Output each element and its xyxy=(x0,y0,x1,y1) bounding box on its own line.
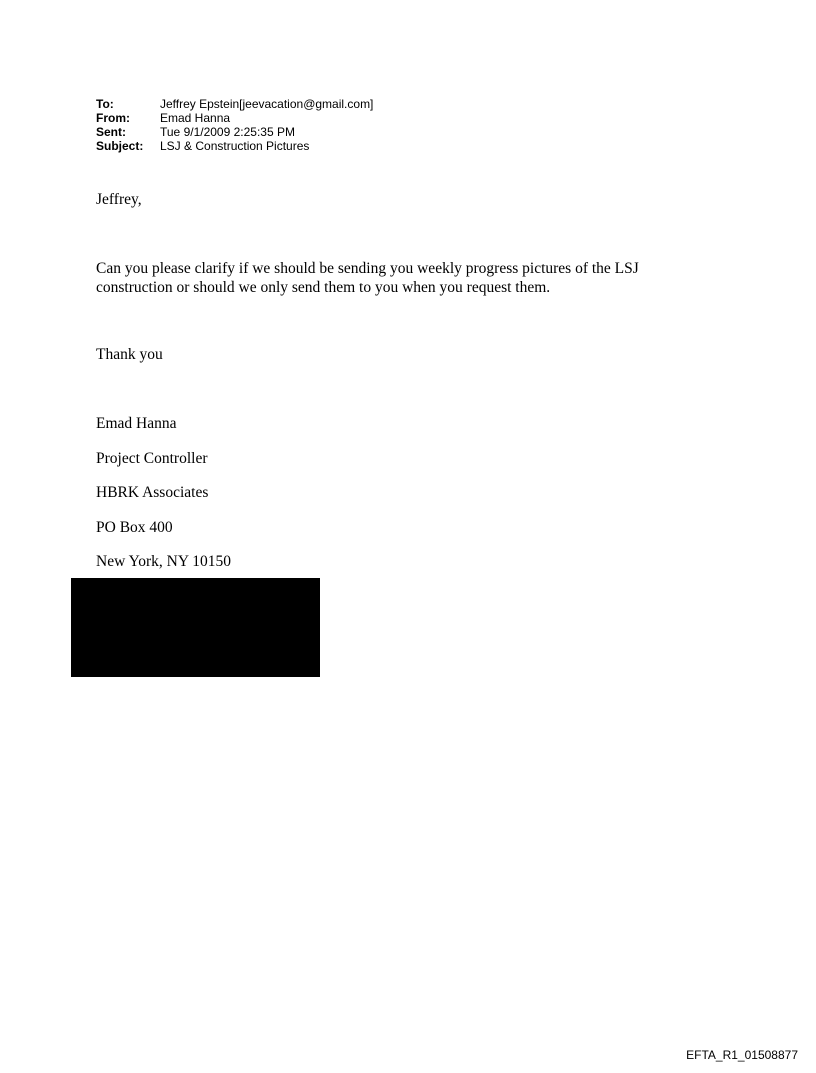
greeting: Jeffrey, xyxy=(96,191,142,208)
body-paragraph-line-1: Can you please clarify if we should be sending you weekly progress pictures of the LSJ xyxy=(96,260,639,277)
to-row xyxy=(96,97,373,111)
body-paragraph xyxy=(96,259,639,297)
to-label: To: xyxy=(96,97,114,111)
sent-label: Sent: xyxy=(96,125,126,139)
signature-company: HBRK Associates xyxy=(96,484,209,501)
signature-address-line-1: PO Box 400 xyxy=(96,519,173,536)
sent-value: Tue 9/1/2009 2:25:35 PM xyxy=(160,125,295,139)
from-label: From: xyxy=(96,111,130,125)
from-row xyxy=(96,111,373,125)
sent-row xyxy=(96,125,373,139)
signature-title: Project Controller xyxy=(96,450,208,467)
redaction-block xyxy=(71,578,320,677)
subject-label: Subject: xyxy=(96,139,144,153)
closing: Thank you xyxy=(96,346,163,363)
body-paragraph-line-2: construction or should we only send them to you when you request them. xyxy=(96,279,551,296)
signature-address-line-2: New York, NY 10150 xyxy=(96,553,232,570)
subject-row xyxy=(96,139,373,153)
subject-value: LSJ & Construction Pictures xyxy=(160,139,310,153)
document-id: EFTA_R1_01508877 xyxy=(686,1048,798,1062)
email-header xyxy=(96,97,373,153)
from-value: Emad Hanna xyxy=(160,111,231,125)
signature-name: Emad Hanna xyxy=(96,415,177,432)
to-value: Jeffrey Epstein[jeevacation@gmail.com] xyxy=(160,97,374,111)
